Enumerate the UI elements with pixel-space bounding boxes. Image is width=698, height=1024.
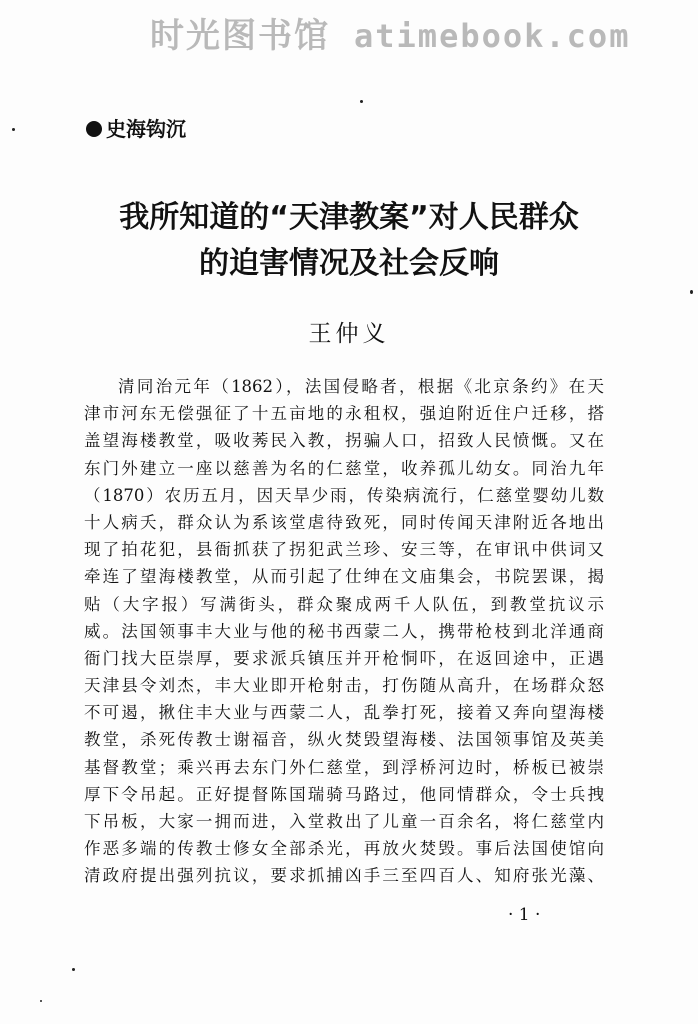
body-line: 十人病夭，群众认为系该堂虐待致死，同时传闻天津附近各地出 bbox=[84, 512, 604, 532]
body-line: 不可遏，揪住丰大业与西蒙二人，乱拳打死，接着又奔向望海楼 bbox=[84, 703, 604, 723]
body-line: 现了拍花犯，县衙抓获了拐犯武兰珍、安三等，在审讯中供词又 bbox=[84, 540, 604, 560]
scan-speck bbox=[690, 290, 693, 294]
article-body bbox=[84, 373, 604, 890]
body-line: 威。法国领事丰大业与他的秘书西蒙二人，携带枪枝到北洋通商 bbox=[84, 621, 604, 641]
section-label-text: 史海钩沉 bbox=[106, 117, 186, 141]
scan-speck bbox=[12, 128, 15, 131]
body-line: 天津县令刘杰，丰大业即开枪射击，打伤随从高升，在场群众怒 bbox=[84, 676, 604, 696]
body-line: 作恶多端的传教士修女全部杀光，再放火焚毁。事后法国使馆向 bbox=[84, 839, 604, 859]
body-line: 清同治元年（1862），法国侵略者，根据《北京条约》在天 bbox=[118, 377, 604, 396]
watermark bbox=[150, 8, 630, 57]
article-author: 王仲义 bbox=[308, 321, 390, 347]
body-line: 基督教堂；乘兴再去东门外仁慈堂，到浮桥河边时，桥板已被崇 bbox=[84, 757, 604, 777]
scan-speck bbox=[72, 968, 75, 971]
body-line: 清政府提出强列抗议，要求抓捕凶手三至四百人、知府张光藻、 bbox=[84, 866, 604, 886]
body-line: 贴（大字报）写满街头，群众聚成两千人队伍，到教堂抗议示 bbox=[84, 594, 604, 614]
body-line: 衙门找大臣崇厚，要求派兵镇压并开枪恫吓，在返回途中，正遇 bbox=[84, 648, 604, 668]
body-line: 东门外建立一座以慈善为名的仁慈堂，收养孤儿幼女。同治九年 bbox=[84, 458, 604, 478]
scan-speck bbox=[40, 1000, 42, 1002]
body-line: 教堂，杀死传教士谢福音，纵火焚毁望海楼、法国领事馆及英美 bbox=[84, 730, 604, 750]
body-line: 牵连了望海楼教堂，从而引起了仕绅在文庙集会，书院罢课，揭 bbox=[84, 567, 604, 587]
body-line: 厚下令吊起。正好提督陈国瑞骑马路过，他同情群众，令士兵拽 bbox=[84, 784, 604, 804]
body-line: 津市河东无偿强征了十五亩地的永租权，强迫附近住户迁移，搭 bbox=[84, 404, 604, 424]
bullet-icon bbox=[86, 121, 102, 137]
section-label bbox=[86, 113, 186, 142]
scan-speck bbox=[360, 100, 363, 103]
article-title-line-1: 我所知道的“天津教案”对人民群众 bbox=[119, 200, 579, 235]
page-number: · 1 · bbox=[508, 905, 541, 925]
body-line: 下吊板，大家一拥而进，入堂救出了儿童一百余名，将仁慈堂内 bbox=[84, 812, 604, 831]
watermark-url: atimebook.com bbox=[354, 17, 631, 55]
body-line: （1870）农历五月，因天旱少雨，传染病流行，仁慈堂婴幼儿数 bbox=[84, 485, 604, 505]
body-line: 盖望海楼教堂，吸收莠民入教，拐骗人口，招致人民愤慨。又在 bbox=[84, 431, 604, 451]
article-title-line-2: 的迫害情况及社会反响 bbox=[199, 246, 499, 281]
watermark-site-name: 时光图书馆 bbox=[150, 16, 330, 56]
